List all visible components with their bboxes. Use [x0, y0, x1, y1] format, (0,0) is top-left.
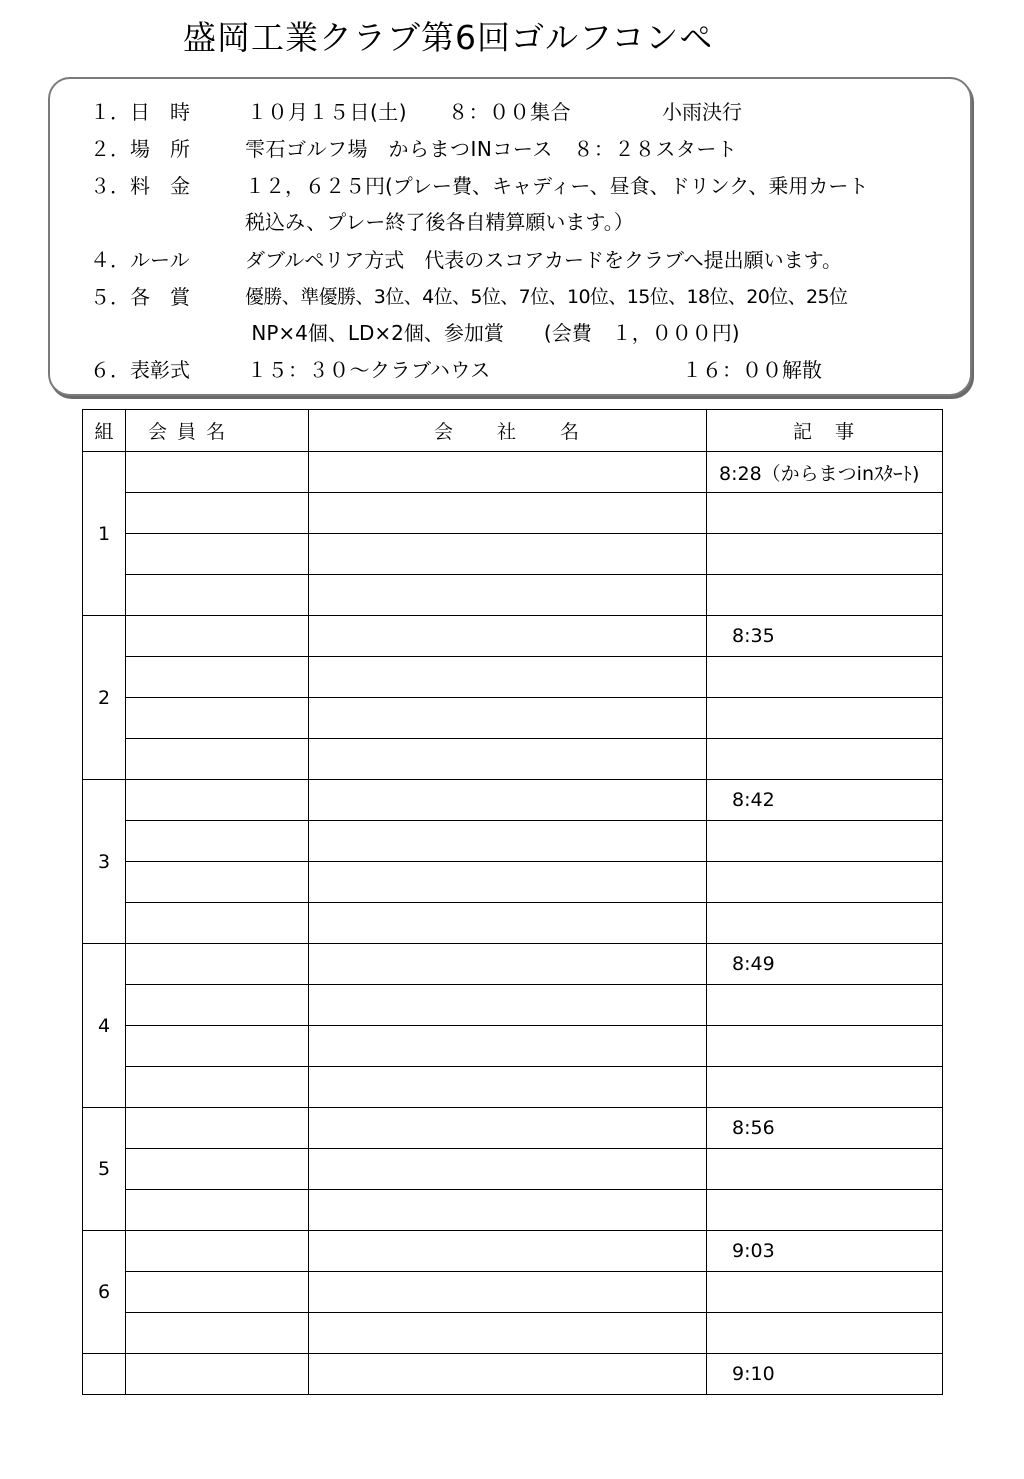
info-ceremony-label: ６．表彰式 — [90, 358, 190, 382]
member-name-cell[interactable] — [126, 739, 309, 780]
info-place-label: ２．場 所 — [90, 137, 190, 161]
note-cell[interactable] — [707, 534, 943, 575]
company-name-cell[interactable] — [309, 862, 707, 903]
table-row — [83, 1026, 943, 1067]
company-name-cell[interactable] — [309, 739, 707, 780]
roster-body — [83, 452, 943, 1395]
note-cell[interactable] — [707, 1313, 943, 1354]
table-row — [83, 534, 943, 575]
info-ceremony-extra: １６：００解散 — [682, 358, 822, 382]
note-cell[interactable]: 9:10 — [707, 1354, 943, 1395]
table-row — [83, 985, 943, 1026]
table-row — [83, 575, 943, 616]
table-row — [83, 657, 943, 698]
member-name-cell[interactable] — [126, 944, 309, 985]
company-name-cell[interactable] — [309, 1231, 707, 1272]
table-row — [83, 739, 943, 780]
note-cell[interactable]: 8:42 — [707, 780, 943, 821]
company-name-cell[interactable] — [309, 1313, 707, 1354]
table-row — [83, 1067, 943, 1108]
company-name-cell[interactable] — [309, 493, 707, 534]
group-number — [83, 1354, 126, 1395]
header-member: 会 員 名 — [126, 410, 309, 452]
member-name-cell[interactable] — [126, 1354, 309, 1395]
company-name-cell[interactable] — [309, 575, 707, 616]
table-row — [83, 821, 943, 862]
company-name-cell[interactable] — [309, 1108, 707, 1149]
table-row — [83, 452, 943, 493]
company-name-cell[interactable] — [309, 534, 707, 575]
info-fee-value2: 税込み、プレー終了後各自精算願います。） — [245, 210, 634, 234]
member-name-cell[interactable] — [126, 903, 309, 944]
group-number: 6 — [83, 1231, 126, 1354]
member-name-cell[interactable] — [126, 780, 309, 821]
member-name-cell[interactable] — [126, 1149, 309, 1190]
info-fee-value: １２，６２５円(プレー費、キャディー、昼食、ドリンク、乗用カート — [245, 174, 869, 198]
info-rule-value: ダブルペリア方式 代表のスコアカードをクラブへ提出願います。 — [245, 248, 842, 272]
table-row — [83, 698, 943, 739]
table-row — [83, 616, 943, 657]
info-date-extra: 小雨決行 — [662, 100, 742, 124]
member-name-cell[interactable] — [126, 616, 309, 657]
info-prizes-label: ５．各 賞 — [90, 285, 190, 309]
table-row — [83, 493, 943, 534]
company-name-cell[interactable] — [309, 1067, 707, 1108]
roster-table — [82, 409, 943, 1395]
group-number: 4 — [83, 944, 126, 1108]
note-cell[interactable] — [707, 903, 943, 944]
note-cell[interactable] — [707, 575, 943, 616]
info-place-value: 雫石ゴルフ場 からまつINコース ８：２８スタート — [245, 137, 738, 161]
note-cell[interactable] — [707, 657, 943, 698]
note-cell[interactable] — [707, 1026, 943, 1067]
company-name-cell[interactable] — [309, 821, 707, 862]
info-date-value: １０月１５日(土) ８：００集合 — [247, 100, 572, 124]
info-fee-label: ３．料 金 — [90, 174, 190, 198]
member-name-cell[interactable] — [126, 534, 309, 575]
note-cell[interactable] — [707, 1149, 943, 1190]
company-name-cell[interactable] — [309, 944, 707, 985]
company-name-cell[interactable] — [309, 903, 707, 944]
note-cell[interactable] — [707, 1190, 943, 1231]
info-ceremony-value: １５：３０～クラブハウス — [247, 358, 491, 382]
note-cell[interactable]: 9:03 — [707, 1231, 943, 1272]
member-name-cell[interactable] — [126, 575, 309, 616]
member-name-cell[interactable] — [126, 1108, 309, 1149]
note-cell[interactable] — [707, 1272, 943, 1313]
event-info-box — [48, 77, 972, 396]
member-name-cell[interactable] — [126, 862, 309, 903]
member-name-cell[interactable] — [126, 1067, 309, 1108]
member-name-cell[interactable] — [126, 493, 309, 534]
note-cell[interactable] — [707, 739, 943, 780]
roster-header-row — [83, 410, 943, 452]
header-company: 会 社 名 — [309, 410, 707, 452]
member-name-cell[interactable] — [126, 821, 309, 862]
company-name-cell[interactable] — [309, 1272, 707, 1313]
member-name-cell[interactable] — [126, 985, 309, 1026]
table-row — [83, 1108, 943, 1149]
note-cell[interactable] — [707, 985, 943, 1026]
table-row — [83, 1231, 943, 1272]
info-date-label: １．日 時 — [90, 100, 190, 124]
member-name-cell[interactable] — [126, 698, 309, 739]
table-row — [83, 1272, 943, 1313]
company-name-cell[interactable] — [309, 616, 707, 657]
note-cell[interactable] — [707, 862, 943, 903]
table-row — [83, 944, 943, 985]
note-cell[interactable]: 8:49 — [707, 944, 943, 985]
company-name-cell[interactable] — [309, 780, 707, 821]
company-name-cell[interactable] — [309, 1149, 707, 1190]
table-row — [83, 903, 943, 944]
table-row — [83, 780, 943, 821]
note-cell[interactable] — [707, 1067, 943, 1108]
note-cell[interactable] — [707, 493, 943, 534]
note-cell[interactable]: 8:35 — [707, 616, 943, 657]
member-name-cell[interactable] — [126, 1231, 309, 1272]
table-row — [83, 1190, 943, 1231]
header-note: 記 事 — [707, 410, 943, 452]
note-cell[interactable]: 8:56 — [707, 1108, 943, 1149]
member-name-cell[interactable] — [126, 1190, 309, 1231]
member-name-cell[interactable] — [126, 1026, 309, 1067]
table-row — [83, 862, 943, 903]
note-cell[interactable]: 8:28（からまつinｽﾀｰﾄ) — [707, 452, 943, 493]
info-prizes-value: 優勝、準優勝、3位、4位、5位、7位、10位、15位、18位、20位、25位 — [245, 286, 848, 308]
note-cell[interactable] — [707, 821, 943, 862]
company-name-cell[interactable] — [309, 1354, 707, 1395]
member-name-cell[interactable] — [126, 1313, 309, 1354]
member-name-cell[interactable] — [126, 1272, 309, 1313]
company-name-cell[interactable] — [309, 1026, 707, 1067]
group-number: 5 — [83, 1108, 126, 1231]
group-number: 3 — [83, 780, 126, 944]
member-name-cell[interactable] — [126, 452, 309, 493]
table-row — [83, 1149, 943, 1190]
company-name-cell[interactable] — [309, 698, 707, 739]
company-name-cell[interactable] — [309, 1190, 707, 1231]
member-name-cell[interactable] — [126, 657, 309, 698]
company-name-cell[interactable] — [309, 452, 707, 493]
note-cell[interactable] — [707, 698, 943, 739]
page-title: 盛岡工業クラブ第6回ゴルフコンペ — [183, 18, 714, 57]
group-number: 2 — [83, 616, 126, 780]
info-prizes-value2: NP×4個、LD×2個、参加賞 (会費 １，０００円) — [245, 321, 740, 345]
table-row — [83, 1313, 943, 1354]
info-rule-label: ４．ルール — [90, 248, 190, 272]
table-row — [83, 1354, 943, 1395]
company-name-cell[interactable] — [309, 657, 707, 698]
group-number: 1 — [83, 452, 126, 616]
header-group: 組 — [83, 410, 126, 452]
company-name-cell[interactable] — [309, 985, 707, 1026]
